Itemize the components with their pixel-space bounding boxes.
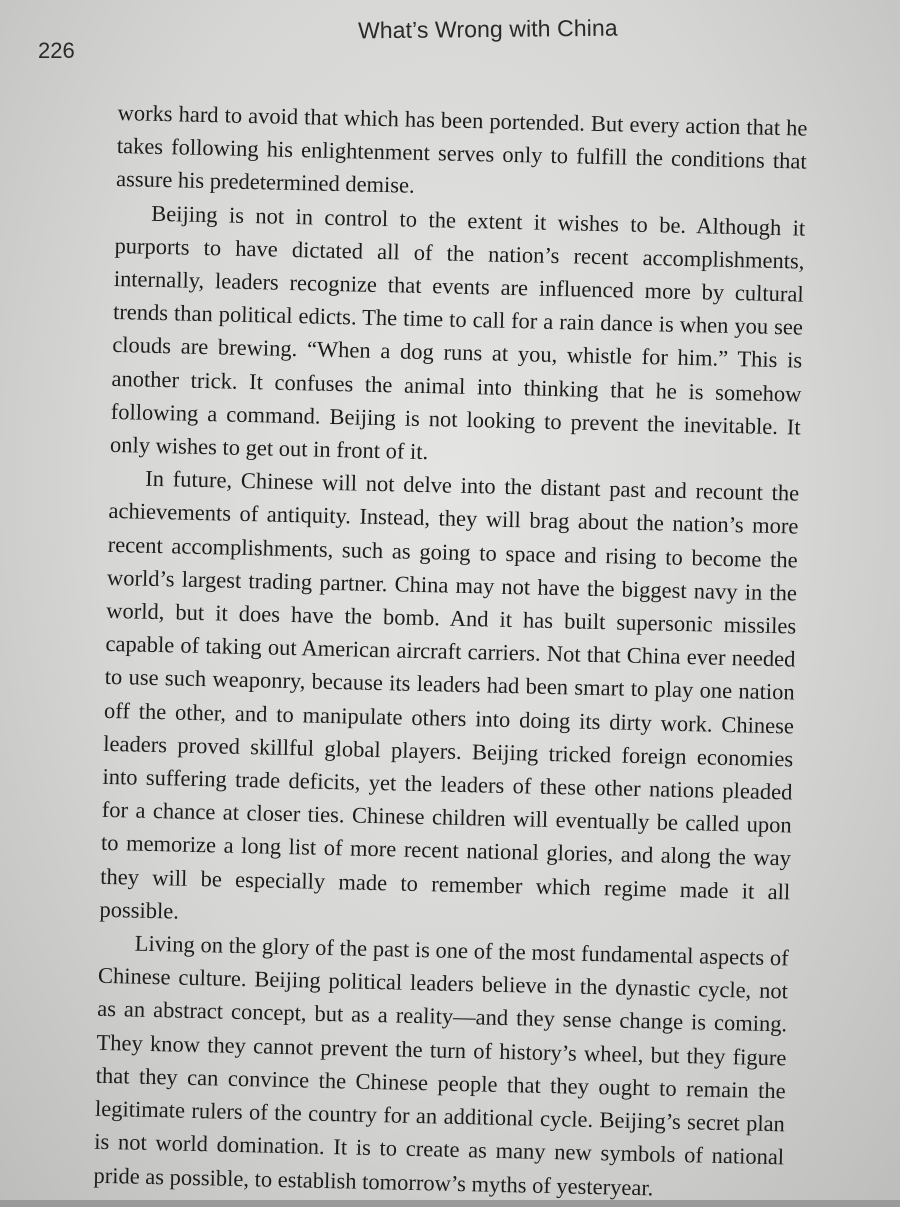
body-text <box>93 96 808 1207</box>
paragraph: In future, Chinese will not delve into the distant past and recount the achievements of antiquity. Instead, they will brag about the nation’s more recent accomplishments, such as going to space and rising to become the world’s largest trading partner. China may not have the biggest navy in the world, but it does have the bomb. And it has built supersonic missiles capable of taking out American aircraft carriers. Not that China ever needed to use such weaponry, because its leaders had been smart to play one nation off the other, and to manipulate others into doing its dirty work. Chinese leaders proved skillful global players. Beijing tricked foreign economies into suffering trade deficits, yet the leaders of these other nations pleaded for a chance at closer ties. Chinese children will eventually be called upon to memorize a long list of more recent national glories, and along the way they will be especially made to remember which regime made it all possible. <box>99 465 800 924</box>
paragraph: Living on the glory of the past is one of the most fundamental aspects of Chinese culture. Beijing political leaders believe in the dynastic cycle, not as an abstract concept, but as a reality—and they sense change is coming. They know they cannot prevent the turn of history’s wheel, but they figure that they can convince the Chinese people that they ought to remain the legitimate rulers of the country for an additional cycle. Beijing’s secret plan is not world domination. It is to create as many new symbols of national pride as possible, to establish tomorrow’s myths of yesteryear. <box>93 930 789 1200</box>
running-head: What’s Wrong with China <box>357 14 618 44</box>
page-header <box>0 14 900 63</box>
paragraph-continued: works hard to avoid that which has been portended. But every action that he takes following his enlightenment serves only to fulfill the conditions that assure his predetermined demise. <box>115 99 808 199</box>
paragraph: Beijing is not in control to the extent it wishes to be. Although it purports to have dictated all of the nation’s recent accomplishments, internally, leaders recognize that events are influenced more by cultural trends than political edicts. The time to call for a rain dance is when you see clouds are brewing. “When a dog runs at you, whistle for him.” This is another trick. It confuses the animal into thinking that he is somehow following a command. Beijing is not looking to prevent the inevitable. It only wishes to get out in front of it. <box>109 200 806 465</box>
page-number: 226 <box>38 38 75 63</box>
